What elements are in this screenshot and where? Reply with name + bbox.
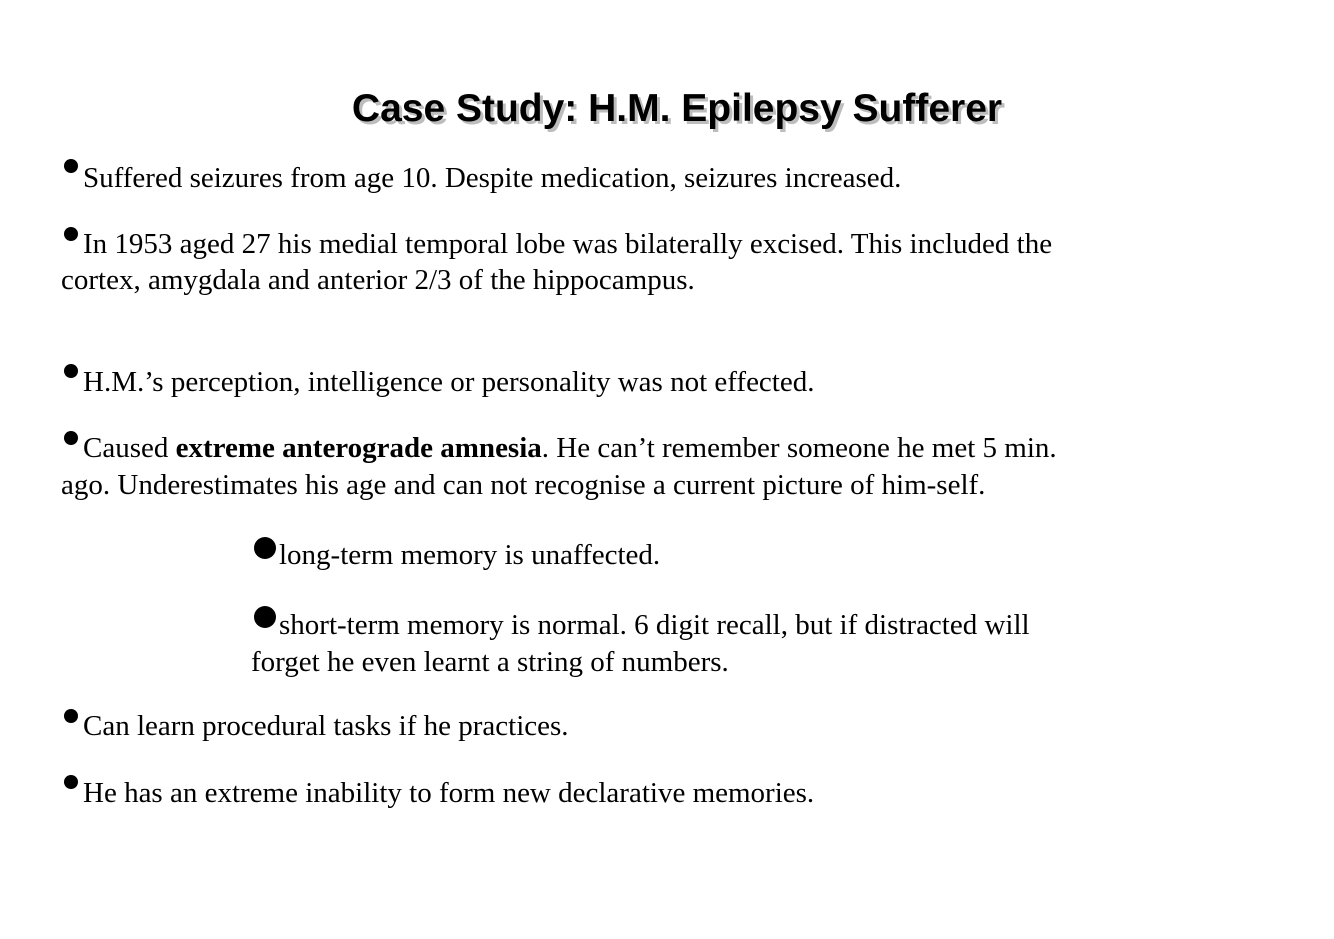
sub-bullet-icon [254, 606, 276, 628]
bullet-icon [64, 431, 78, 445]
page-title: Case Study: H.M. Epilepsy Sufferer [351, 87, 1003, 130]
bullet-item-perception [83, 364, 815, 400]
bullet-item-amnesia-line1 [83, 430, 1057, 466]
bullet-icon [64, 364, 78, 378]
sub-bullet-text: forget he even learnt a string of numbers. [251, 646, 729, 678]
bullet-item-procedural [83, 708, 569, 744]
bullet-text: H.M.’s perception, intelligence or personality was not effected. [83, 366, 815, 398]
sub-bullet-item-short-term-line2 [251, 644, 729, 680]
sub-bullet-item-long-term [279, 537, 660, 573]
bullet-item-surgery-line1 [83, 226, 1052, 262]
bullet-text-emphasis: extreme anterograde amnesia [175, 432, 542, 464]
sub-bullet-item-short-term-line1 [279, 607, 1030, 643]
bullet-item-amnesia-line2 [61, 467, 985, 503]
bullet-text: In 1953 aged 27 his medial temporal lobe was bilaterally excised. This included the [83, 228, 1053, 260]
bullet-icon [64, 227, 78, 241]
bullet-text: ago. Underestimates his age and can not recognise a current picture of him-self. [61, 469, 986, 501]
sub-bullet-icon [254, 537, 276, 559]
bullet-icon [64, 709, 78, 723]
bullet-text: Can learn procedural tasks if he practices. [83, 710, 569, 742]
bullet-text-post: . He can’t remember someone he met 5 min. [541, 432, 1057, 464]
bullet-text: Suffered seizures from age 10. Despite medication, seizures increased. [83, 162, 902, 194]
bullet-item-surgery-line2 [61, 262, 695, 298]
bullet-icon [64, 775, 78, 789]
bullet-text: cortex, amygdala and anterior 2/3 of the hippocampus. [61, 264, 695, 296]
bullet-text: He has an extreme inability to form new declarative memories. [83, 777, 815, 809]
sub-bullet-text: short-term memory is normal. 6 digit recall, but if distracted will [279, 609, 1030, 641]
bullet-text-pre: Caused [83, 432, 176, 464]
bullet-icon [64, 159, 78, 173]
sub-bullet-text: long-term memory is unaffected. [279, 539, 661, 571]
bullet-item-seizures [83, 160, 901, 196]
bullet-item-declarative [83, 775, 814, 811]
